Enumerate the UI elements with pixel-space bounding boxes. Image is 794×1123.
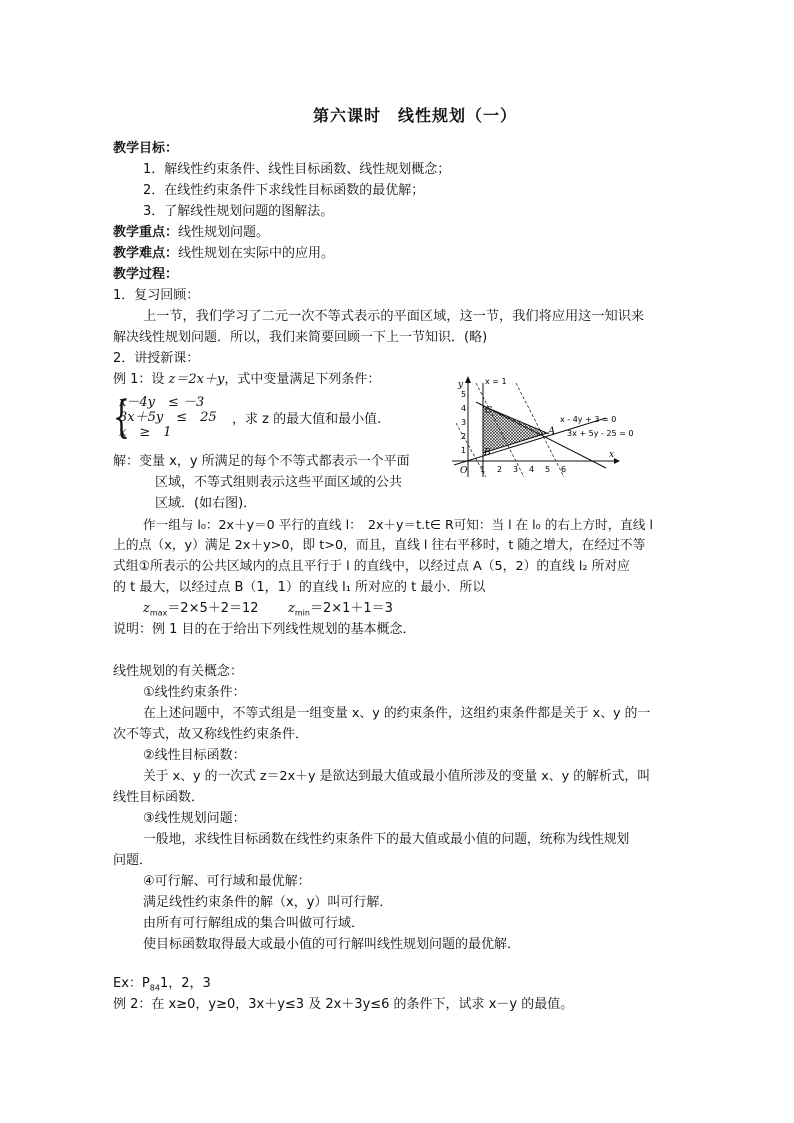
solution-para-2: 上的点（x，y）满足 2x＋y>0，即 t>0，而且，直线 l 往右平移时，t 随之增大，在经过不等	[113, 538, 646, 553]
new-lesson-heading: 2．讲授新课：	[113, 351, 200, 366]
x-tick-3: 3	[513, 465, 519, 474]
origin-label: O	[460, 466, 468, 476]
y-tick-3: 3	[461, 418, 467, 427]
left-brace: {	[113, 392, 130, 443]
difficulty-text: 线性规划在实际中的应用。	[178, 246, 335, 261]
line-b-label: 3x + 5y - 25 = 0	[567, 429, 634, 438]
review-line-2: 解决线性规划问题．所以，我们来简要回顾一下上一节知识．(略)	[113, 330, 488, 345]
point-b-label: B	[484, 448, 491, 458]
difficulty	[113, 245, 334, 263]
feasible-region-figure	[446, 373, 634, 481]
z-min-result	[288, 600, 393, 618]
z-max-value: ＝2×5＋2＝12	[167, 601, 259, 616]
z-max-symbol: z	[143, 601, 150, 616]
x-tick-2: 2	[497, 465, 503, 474]
solution-para-1: 作一组与 l₀：2x＋y＝0 平行的直线 l： 2x＋y＝t.t∈ R可知：当 l 在 l₀ 的右上方时，直线 l	[143, 517, 653, 532]
concept-1-line-1: 在上述问题中，不等式组是一组变量 x、y 的约束条件，这组约束条件都是关于 x、y 的一	[143, 706, 651, 721]
x-axis-arrow-icon	[614, 458, 620, 464]
concept-4-line-2: 由所有可行解组成的集合叫做可行域．	[143, 916, 365, 931]
y-tick-1: 1	[461, 446, 467, 455]
concept-4-line-1: 满足线性约束条件的解（x，y）叫可行解．	[143, 895, 393, 910]
concept-3-line-2: 问题．	[113, 853, 153, 868]
concept-3-title: ③线性规划问题：	[143, 811, 246, 826]
point-a-label: A	[548, 426, 556, 437]
difficulty-label: 教学难点：	[113, 246, 179, 261]
line-x1-label: x = 1	[485, 377, 507, 386]
concept-4-title: ④可行解、可行域和最优解：	[143, 874, 311, 889]
line-x-minus-4y	[454, 418, 606, 465]
y-tick-5: 5	[461, 390, 467, 399]
z-min-value: ＝2×1＋1＝3	[309, 601, 393, 616]
z-max-result	[143, 600, 259, 618]
solution-line-1: 解：变量 x，y 所满足的每个不等式都表示一个平面	[113, 454, 410, 469]
example1-tail: ，式中变量满足下列条件：	[224, 372, 381, 387]
y-tick-2: 2	[461, 432, 467, 441]
y-axis-arrow-icon	[465, 376, 471, 383]
example1-objective: z＝2x＋y	[168, 372, 225, 387]
constraint-3: x ≥ 1	[119, 425, 172, 440]
example1-note: 说明：例 1 目的在于给出下列线性规划的基本概念．	[113, 622, 416, 637]
solution-para-4: 的 t 最大，以经过点 B（1，1）的直线 l₁ 所对应的 t 最小．所以	[113, 580, 486, 595]
process-heading: 教学过程：	[113, 267, 179, 282]
review-line-1: 上一节，我们学习了二元一次不等式表示的平面区域，这一节，我们将应用这一知识来	[143, 309, 645, 324]
exercise-numbers: 1，2，3	[159, 976, 211, 991]
exercise-reference	[113, 975, 211, 993]
x-tick-4: 4	[529, 465, 535, 474]
concept-1-title: ①线性约束条件：	[143, 685, 246, 700]
exercise-page-subscript: 84	[149, 983, 160, 993]
concepts-heading: 线性规划的有关概念：	[113, 664, 244, 679]
y-tick-labels	[461, 390, 466, 455]
x-tick-labels	[480, 465, 566, 474]
exercise-prefix: Ex：P	[113, 976, 150, 991]
example2-statement: 例 2：在 x≥0，y≥0，3x＋y≤3 及 2x＋3y≤6 的条件下，试求 x－y 的最值。	[113, 997, 574, 1012]
review-heading: 1．复习回顾：	[113, 288, 200, 303]
z-min-subscript: min	[294, 608, 310, 618]
example1-lead: 例 1：设	[113, 372, 169, 387]
key-point	[113, 224, 269, 242]
y-tick-4: 4	[461, 404, 467, 413]
solution-para-3: 式组①所表示的公共区域内的点且平行于 l 的直线中，以经过点 A（5，2）的直线 l₂ 所对应	[113, 559, 630, 574]
solution-line-2: 区域，不等式组则表示这些平面区域的公共	[155, 475, 403, 490]
key-point-text: 线性规划问题。	[178, 225, 270, 240]
z-max-subscript: max	[149, 608, 168, 618]
solution-line-3: 区域．(如右图)．	[155, 496, 257, 511]
point-c-label: C	[485, 406, 492, 416]
line-a-label: x - 4y + 3 = 0	[560, 415, 617, 424]
page-title: 第六课时 线性规划（一）	[313, 106, 518, 125]
key-point-label: 教学重点：	[113, 225, 179, 240]
concept-2-title: ②线性目标函数：	[143, 748, 246, 763]
concept-3-line-1: 一般地，求线性目标函数在线性约束条件下的最大值或最小值的问题，统称为线性规划	[143, 832, 630, 847]
concept-4-line-3: 使目标函数取得最大或最小值的可行解叫线性规划问题的最优解．	[143, 937, 521, 952]
goal-item-3: 3．了解线性规划问题的图解法。	[143, 204, 334, 219]
constraint-1: x－4y ≤ －3	[119, 395, 205, 410]
concept-2-line-1: 关于 x、y 的一次式 z＝2x＋y 是欲达到最大值或最小值所涉及的变量 x、y 的解析式，叫	[143, 769, 651, 784]
constraint-2: 3x＋5y ≤ 25	[119, 410, 217, 425]
z-min-symbol: z	[288, 601, 295, 616]
goal-item-2: 2．在线性约束条件下求线性目标函数的最优解；	[143, 183, 425, 198]
x-tick-6: 6	[561, 465, 567, 474]
x-tick-1: 1	[480, 465, 486, 474]
concept-1-line-2: 次不等式，故又称线性约束条件．	[113, 727, 309, 742]
example1-statement	[113, 371, 380, 389]
x-axis-label: x	[609, 450, 615, 460]
x-tick-5: 5	[545, 465, 551, 474]
concept-2-line-2: 线性目标函数．	[113, 790, 205, 805]
goals-heading: 教学目标：	[113, 141, 179, 156]
goal-item-1: 1．解线性约束条件、线性目标函数、线性规划概念；	[143, 162, 451, 177]
example1-ask: ，求 z 的最大值和最小值.	[232, 412, 382, 427]
y-axis-label: y	[458, 380, 464, 390]
